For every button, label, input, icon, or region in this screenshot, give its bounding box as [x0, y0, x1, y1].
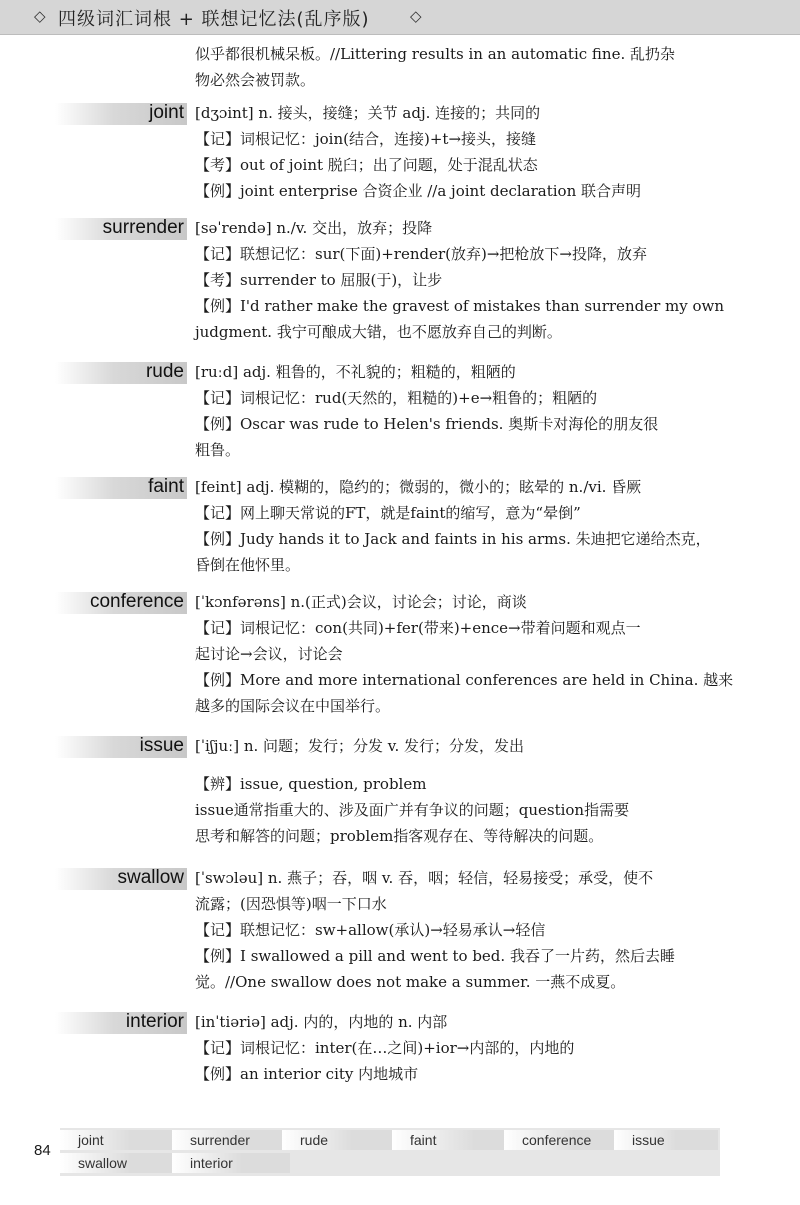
headword-text: rude: [145, 361, 184, 382]
page-number: 84: [34, 1142, 51, 1159]
diamond-icon: ◇: [410, 7, 422, 25]
entry-line: 【考】out of joint 脱臼；出了问题，处于混乱状态: [195, 156, 538, 174]
entry-line: 【记】词根记忆：join(结合，连接)+t→接头，接缝: [195, 130, 537, 148]
entry-line: 昏倒在他怀里。: [195, 556, 301, 574]
page-title: 四级词汇词根 + 联想记忆法(乱序版): [58, 9, 370, 30]
entry-line: 【记】词根记忆：con(共同)+fer(带来)+ence→带着问题和观点一: [195, 619, 641, 637]
entry-line: 【例】Judy hands it to Jack and faints in his arms. 朱迪把它递给杰克，: [195, 530, 711, 548]
entry-line: 【记】词根记忆：rud(天然的，粗糙的)+e→粗鲁的；粗陋的: [195, 389, 598, 407]
entry-line: 流露；(因恐惧等)咽一下口水: [195, 895, 387, 913]
headword-conference: [55, 592, 187, 614]
footer-word: rude: [282, 1130, 400, 1150]
entry-line: 【辨】issue, question, problem: [195, 775, 427, 793]
entry-line: issue通常指重大的、涉及面广并有争议的问题；question指需要: [195, 801, 630, 819]
headword-text: surrender: [102, 217, 184, 238]
entry-line: 【记】词根记忆：inter(在…之间)+ior→内部的，内地的: [195, 1039, 575, 1057]
entry-line: 【记】联想记忆：sw+allow(承认)→轻易承认→轻信: [195, 921, 546, 939]
page-header: [0, 0, 800, 35]
continued-example-line: 似乎都很机械呆板。//Littering results in an automatic fine. 乱扔杂: [195, 45, 675, 63]
headword-surrender: [55, 218, 187, 240]
headword-text: faint: [148, 476, 184, 497]
headword-faint: [55, 477, 187, 499]
entry-line: 【例】an interior city 内地城市: [195, 1065, 419, 1083]
entry-line: 【记】联想记忆：sur(下面)+render(放弃)→把枪放下→投降，放弃: [195, 245, 648, 263]
entry-line: [dʒɔint] n. 接头，接缝；关节 adj. 连接的；共同的: [195, 104, 541, 122]
footer-word: surrender: [172, 1130, 290, 1150]
entry-line: 【例】joint enterprise 合资企业 //a joint declaration 联合声明: [195, 182, 642, 200]
entry-line: [ruːd] adj. 粗鲁的，不礼貌的；粗糙的，粗陋的: [195, 363, 516, 381]
headword-text: interior: [125, 1011, 184, 1032]
entry-line: 【例】Oscar was rude to Helen's friends. 奥斯卡对海伦的朋友很: [195, 415, 659, 433]
entry-line: [səˈrendə] n./v. 交出，放弃；投降: [195, 219, 433, 237]
footer-word: conference: [504, 1130, 622, 1150]
headword-swallow: [55, 868, 187, 890]
headword-text: conference: [89, 591, 184, 612]
entry-line: 【例】I swallowed a pill and went to bed. 我吞了一片药，然后去睡: [195, 947, 675, 965]
footer-word: interior: [172, 1153, 290, 1173]
footer-word: joint: [60, 1130, 178, 1150]
footer-word-index: [60, 1128, 720, 1176]
headword-text: swallow: [117, 867, 184, 888]
headword-text: joint: [149, 102, 184, 123]
headword-issue: [55, 736, 187, 758]
diamond-icon: ◇: [34, 7, 46, 25]
entry-line: 粗鲁。: [195, 441, 241, 459]
entry-line: 【例】I'd rather make the gravest of mistakes than surrender my own: [195, 297, 725, 315]
footer-word: issue: [614, 1130, 718, 1150]
entry-line: 越多的国际会议在中国举行。: [195, 697, 391, 715]
headword-interior: [55, 1012, 187, 1034]
headword-text: issue: [139, 735, 184, 756]
entry-line: 觉。//One swallow does not make a summer. 一燕不成夏。: [195, 973, 626, 991]
entry-line: [inˈtiəriə] adj. 内的，内地的 n. 内部: [195, 1013, 448, 1031]
entry-line: [ˈswɔləu] n. 燕子；吞，咽 v. 吞，咽；轻信，轻易接受；承受，使不: [195, 869, 654, 887]
headword-joint: [55, 103, 187, 125]
headword-rude: [55, 362, 187, 384]
continued-example-line: 物必然会被罚款。: [195, 71, 316, 89]
entry-line: 思考和解答的问题；problem指客观存在、等待解决的问题。: [195, 827, 604, 845]
entry-line: 起讨论→会议，讨论会: [195, 645, 343, 663]
entry-line: 【考】surrender to 屈服(于)，让步: [195, 271, 443, 289]
entry-line: [ˈiʃjuː] n. 问题；发行；分发 v. 发行；分发，发出: [195, 737, 525, 755]
entry-line: judgment. 我宁可酿成大错，也不愿放弃自己的判断。: [195, 323, 562, 341]
footer-word: swallow: [60, 1153, 178, 1173]
entry-line: 【记】网上聊天常说的FT，就是faint的缩写，意为“晕倒”: [195, 504, 581, 522]
entry-line: [feint] adj. 模糊的，隐约的；微弱的，微小的；眩晕的 n./vi. 昏厥: [195, 478, 642, 496]
entry-line: 【例】More and more international conferences are held in China. 越来: [195, 671, 734, 689]
entry-line: [ˈkɔnfərəns] n.(正式)会议，讨论会；讨论，商谈: [195, 593, 527, 611]
footer-word: faint: [392, 1130, 530, 1150]
